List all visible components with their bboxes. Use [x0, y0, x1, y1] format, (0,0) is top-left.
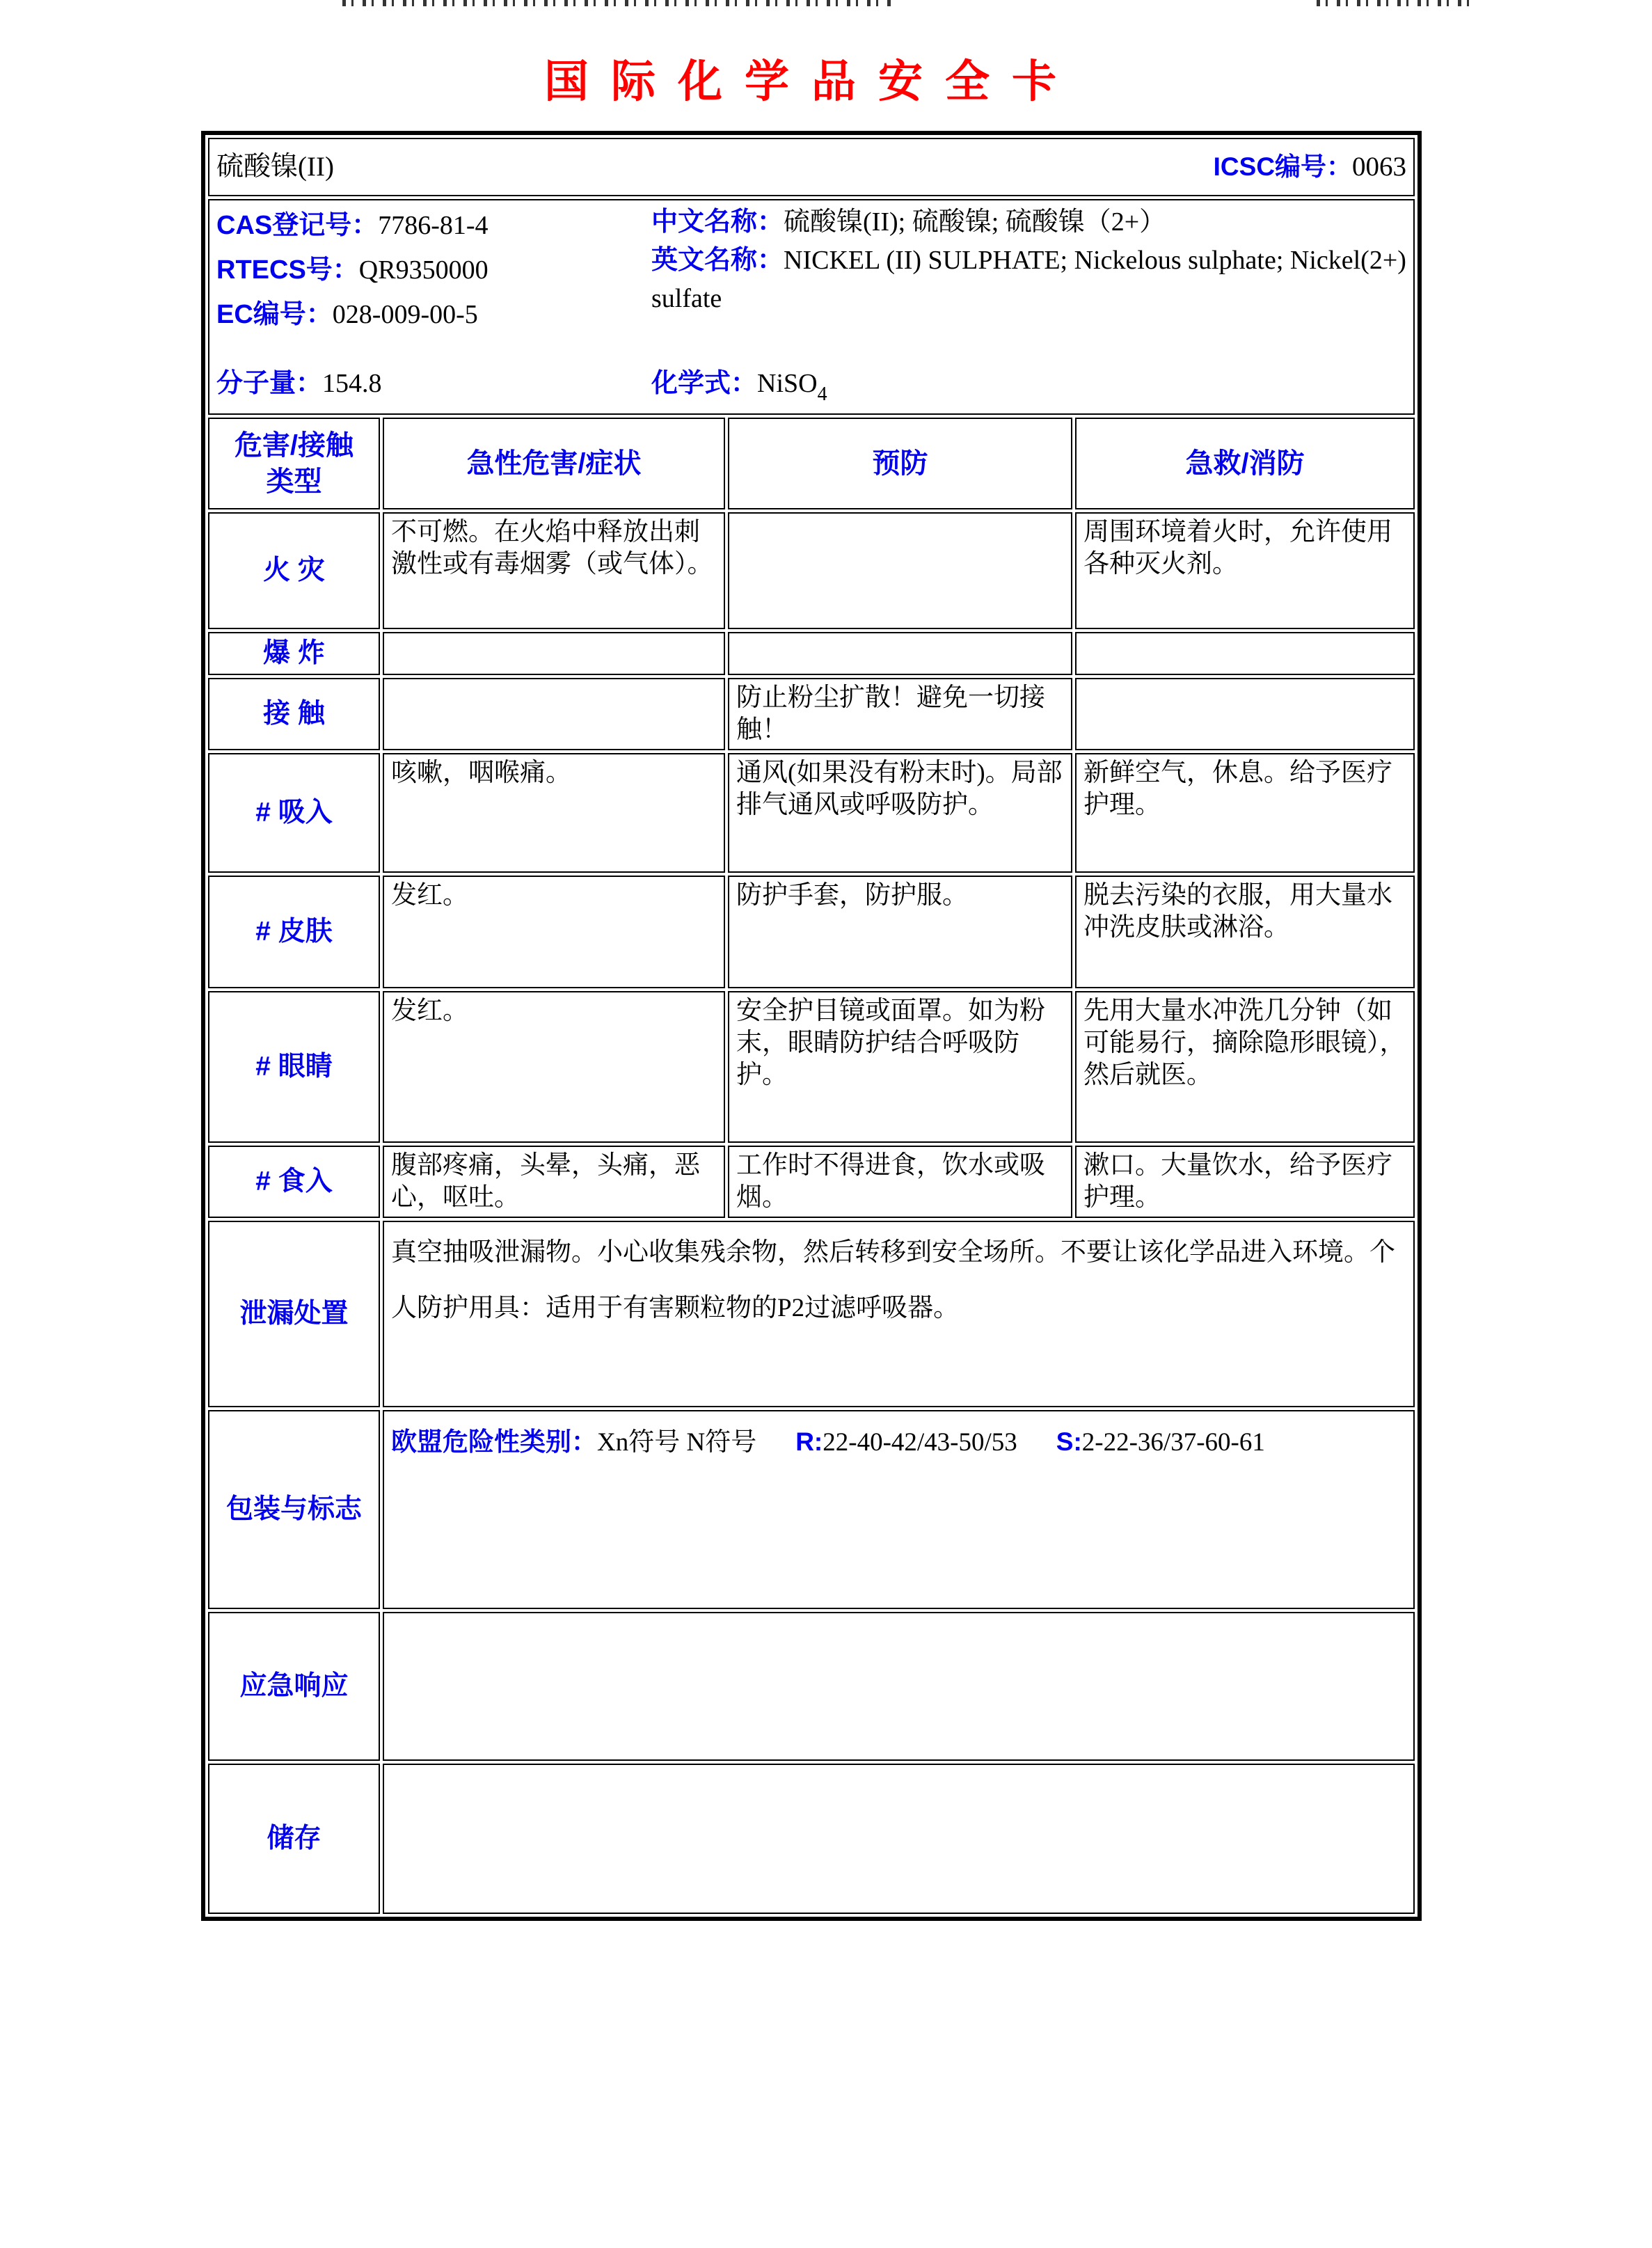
rtecs-label: RTECS号：	[216, 255, 359, 285]
icsc-label: ICSC编号：	[1213, 152, 1353, 181]
cell-eyes-symptoms: 发红。	[383, 991, 725, 1143]
molecular-weight-group	[216, 367, 651, 399]
cell-exposure-prevention: 防止粉尘扩散！避免一切接触！	[728, 678, 1072, 750]
eu-hazard-class-label: 欧盟危险性类别：	[391, 1427, 597, 1456]
header-firstaid-cell: 急救/消防	[1075, 418, 1415, 509]
header-prevention-cell: 预防	[728, 418, 1072, 509]
cell-explosion-symptoms	[383, 632, 725, 675]
cn-name-label: 中文名称：	[651, 207, 784, 237]
row-exposure	[208, 678, 1415, 750]
row-spill	[208, 1221, 1415, 1407]
s-phrases-label: S:	[1056, 1427, 1082, 1456]
row-packaging	[208, 1410, 1415, 1609]
identity-row	[208, 199, 1415, 415]
icsc-number-group	[1214, 151, 1406, 184]
cn-name-value: 硫酸镍(II); 硫酸镍; 硫酸镍（2+）	[784, 207, 1166, 237]
row-emergency-label: 应急响应	[208, 1612, 380, 1761]
registry-ids	[216, 203, 651, 337]
cell-ingestion-prevention: 工作时不得进食，饮水或吸烟。	[728, 1146, 1072, 1218]
row-inhalation-label: # 吸入	[208, 753, 380, 873]
cell-explosion-prevention	[728, 632, 1072, 675]
hazard-header-row	[208, 418, 1415, 509]
cell-inhalation-prevention: 通风(如果没有粉末时)。局部排气通风或呼吸防护。	[728, 753, 1072, 873]
page-title: 国际化学品安全卡	[544, 57, 1079, 106]
header-type-line1: 危害/接触	[234, 430, 354, 461]
molecular-line	[216, 367, 1406, 411]
clipped-text-fragment	[342, 0, 892, 6]
cell-ingestion-firstaid: 漱口。大量饮水，给予医疗护理。	[1075, 1146, 1415, 1218]
row-ingestion	[208, 1146, 1415, 1218]
row-skin-label: # 皮肤	[208, 876, 380, 988]
cell-exposure-symptoms	[383, 678, 725, 750]
header-symptoms-cell: 急性危害/症状	[383, 418, 725, 509]
cell-ingestion-symptoms: 腹部疼痛，头晕，头痛，恶心，呕吐。	[383, 1146, 725, 1218]
row-inhalation	[208, 753, 1415, 873]
en-name-label: 英文名称：	[651, 246, 784, 275]
row-skin	[208, 876, 1415, 988]
row-explosion	[208, 632, 1415, 675]
cell-emergency-text	[383, 1612, 1415, 1761]
cell-inhalation-firstaid: 新鲜空气，休息。给予医疗护理。	[1075, 753, 1415, 873]
card-header-cell	[208, 138, 1415, 196]
row-ingestion-label: # 食入	[208, 1146, 380, 1218]
cell-packaging-text	[383, 1410, 1415, 1609]
formula-base: NiSO	[757, 369, 818, 398]
ec-value: 028-009-00-5	[332, 300, 478, 329]
icsc-number: 0063	[1352, 151, 1407, 182]
rtecs-line	[216, 248, 651, 292]
molecular-weight-value: 154.8	[322, 369, 382, 398]
cell-storage-text	[383, 1764, 1415, 1914]
cell-fire-firstaid: 周围环境着火时，允许使用各种灭火剂。	[1075, 512, 1415, 629]
identity-cell	[208, 199, 1415, 415]
formula-subscript: 4	[817, 383, 827, 405]
eu-hazard-class-value: Xn符号 N符号	[597, 1428, 757, 1457]
molecular-weight-label: 分子量：	[216, 369, 323, 398]
row-emergency	[208, 1612, 1415, 1761]
en-name-value: NICKEL (II) SULPHATE; Nickelous sulphate; Nickel(2+) sulfate	[651, 246, 1406, 313]
card-header-row	[208, 138, 1415, 196]
clipped-text-fragment	[1317, 0, 1475, 6]
header-type-cell	[208, 418, 380, 509]
cell-fire-prevention	[728, 512, 1072, 629]
safety-card-table	[201, 131, 1422, 1921]
cell-skin-symptoms: 发红。	[383, 876, 725, 988]
row-eyes	[208, 991, 1415, 1143]
cell-skin-prevention: 防护手套，防护服。	[728, 876, 1072, 988]
cas-line	[216, 203, 651, 248]
row-explosion-label: 爆 炸	[208, 632, 380, 675]
row-packaging-label: 包装与标志	[208, 1410, 380, 1609]
row-eyes-label: # 眼睛	[208, 991, 380, 1143]
cell-eyes-firstaid: 先用大量水冲洗几分钟（如可能易行，摘除隐形眼镜），然后就医。	[1075, 991, 1415, 1143]
rtecs-value: QR9350000	[358, 255, 489, 285]
r-phrases-value: 22-40-42/43-50/53	[823, 1428, 1017, 1457]
cell-inhalation-symptoms: 咳嗽，咽喉痛。	[383, 753, 725, 873]
cell-spill-text: 真空抽吸泄漏物。小心收集残余物，然后转移到安全场所。不要让该化学品进入环境。个人防护用具：适用于有害颗粒物的P2过滤呼吸器。	[383, 1221, 1415, 1407]
substance-name: 硫酸镍(II)	[216, 152, 334, 182]
cas-value: 7786-81-4	[378, 211, 489, 240]
ec-label: EC编号：	[216, 300, 333, 329]
cell-exposure-firstaid	[1075, 678, 1415, 750]
cell-skin-firstaid: 脱去污染的衣服，用大量水冲洗皮肤或淋浴。	[1075, 876, 1415, 988]
row-spill-label: 泄漏处置	[208, 1221, 380, 1407]
row-storage	[208, 1764, 1415, 1914]
ec-line	[216, 292, 651, 337]
cell-fire-symptoms: 不可燃。在火焰中释放出刺激性或有毒烟雾（或气体）。	[383, 512, 725, 629]
cell-eyes-prevention: 安全护目镜或面罩。如为粉末，眼睛防护结合呼吸防护。	[728, 991, 1072, 1143]
row-exposure-label: 接 触	[208, 678, 380, 750]
row-fire-label: 火 灾	[208, 512, 380, 629]
row-storage-label: 储存	[208, 1764, 380, 1914]
s-phrases-value: 2-22-36/37-60-61	[1081, 1428, 1265, 1457]
header-type-line2: 类型	[266, 466, 322, 497]
r-phrases-label: R:	[795, 1427, 823, 1456]
row-fire	[208, 512, 1415, 629]
formula-label: 化学式：	[651, 369, 758, 398]
chemical-names	[651, 203, 1406, 337]
cell-explosion-firstaid	[1075, 632, 1415, 675]
cas-label: CAS登记号：	[216, 211, 379, 240]
